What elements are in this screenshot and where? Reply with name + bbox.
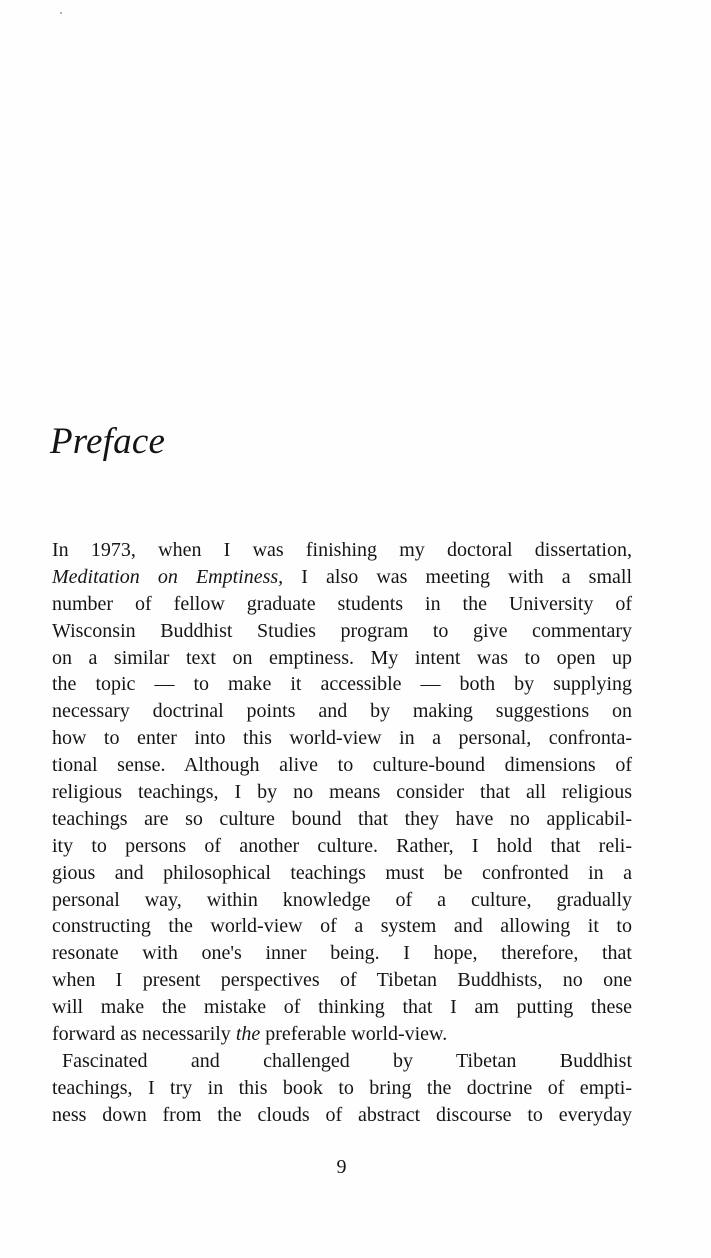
paragraph-1-line-5: on a similar text on emptiness. My intent was to open up [52, 646, 632, 669]
scan-speck [60, 12, 62, 14]
paragraph-2-line-3: ness down from the clouds of abstract discourse to everyday [52, 1103, 632, 1126]
paragraph-1-line-8: how to enter into this world-view in a personal, confronta- [52, 727, 632, 750]
paragraph-1-line-6: the topic — to make it accessible — both by supplying [52, 673, 632, 696]
paragraph-1-line-4: Wisconsin Buddhist Studies program to give commentary [52, 619, 632, 642]
paragraph-1-line-14: personal way, within knowledge of a culture, gradually [52, 888, 632, 911]
paragraph-1-line-13: gious and philosophical teachings must be confronted in a [52, 861, 632, 884]
paragraph-1-line-15: constructing the world-view of a system and allowing it to [52, 915, 632, 938]
paragraph-1-line-16: resonate with one's inner being. I hope, therefore, that [52, 942, 632, 965]
paragraph-1-line-2: Meditation on Emptiness, I also was meeting with a small [52, 565, 632, 588]
body-text [52, 537, 632, 1129]
chapter-title: Preface [50, 421, 166, 462]
paragraph-1-line-12: ity to persons of another culture. Rather, I hold that reli- [52, 834, 632, 857]
paragraph-1-line-9: tional sense. Although alive to culture-bound dimensions of [52, 754, 632, 777]
paragraph-2-line-2: teachings, I try in this book to bring the doctrine of empti- [52, 1076, 632, 1099]
paragraph-1-line-19: forward as necessarily the preferable world-view. [52, 1023, 448, 1046]
emphasis-italic: the [235, 1023, 261, 1046]
paragraph-1-line-11: teachings are so culture bound that they have no applicabil- [52, 807, 632, 830]
paragraph-1-line-1: In 1973, when I was finishing my doctoral dissertation, [52, 539, 632, 561]
paragraph-1-line-3: number of fellow graduate students in the University of [52, 592, 632, 615]
book-title-italic: Meditation on Emptiness, [52, 565, 284, 588]
page-number: 9 [336, 1156, 347, 1178]
paragraph-1-line-18: will make the mistake of thinking that I am putting these [52, 996, 632, 1019]
paragraph-1-line-17: when I present perspectives of Tibetan Buddhists, no one [52, 969, 632, 992]
paragraph-1-line-10: religious teachings, I by no means consider that all religious [52, 781, 632, 804]
paragraph-2-line-1: Fascinated and challenged by Tibetan Buddhist [62, 1049, 632, 1072]
paragraph-1-line-7: necessary doctrinal points and by making suggestions on [52, 700, 632, 723]
